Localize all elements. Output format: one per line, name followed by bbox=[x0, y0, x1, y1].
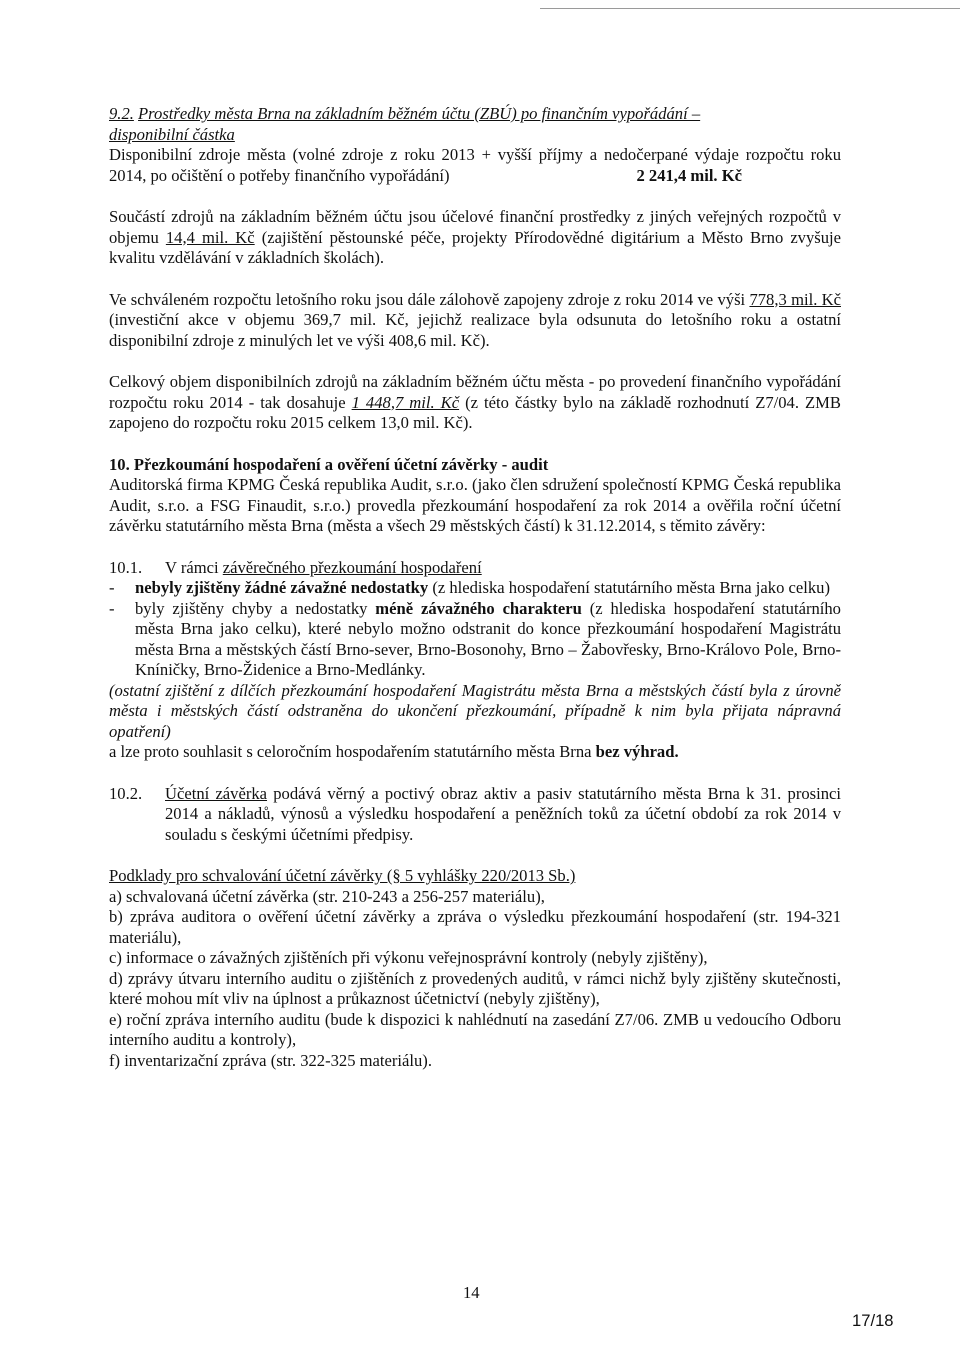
conclusion: a lze proto souhlasit s celoročním hospodařením statutárního města Brna bez výhrad. bbox=[109, 742, 679, 761]
section-9-2-para2: Součástí zdrojů na základním běžném účtu jsou účelové finanční prostředky z jiných veřejných rozpočtů v objemu 14,4 mil. Kč (zajištění pěstounské péče, projekty Přírodovědné digitárium a Město Brno zvyšuje kvalitu vzdělávání v základních školách). bbox=[109, 207, 842, 267]
podklady-item-b: b) zpráva auditora o ověření účetní závěrky a zpráva o výsledku přezkoumání hospodaření (str. 194-321 materiálu), bbox=[109, 907, 841, 947]
section-9-2-para3: Ve schváleném rozpočtu letošního roku jsou dále zálohově zapojeny zdroje z roku 2014 ve výši 778,3 mil. Kč (investiční akce v objemu 369,7 mil. Kč, jejichž realizace byla odsunuta do letošního roku a ostatní disponibilní zdroje z minulých let ve výši 408,6 mil. Kč). bbox=[109, 289, 841, 350]
section-9-2-heading: 9.2. Prostředky města Brna na základním běžném účtu (ZBÚ) po finančním vypořádání – disponibilní částka bbox=[109, 104, 701, 144]
podklady-item-c: c) informace o závažných zjištěních při výkonu veřejnosprávní kontroly (nebyly zjištěny), bbox=[109, 948, 708, 967]
section-9-2-para1: Disponibilní zdroje města (volné zdroje z roku 2013 + vyšší příjmy a nedočerpané výdaje rozpočtu roku 2014, po očištění o potřeby finančního vypořádání) 2 241,4 mil. Kč bbox=[109, 145, 841, 185]
document-body bbox=[109, 104, 841, 1071]
podklady-item-d: d) zprávy útvaru interního auditu o zjištěních z provedených auditů, v rámci nichž byly zjištěny skutečnosti, které mohou mít vliv na úplnost a průkaznost účetnictví (nebyly zjištěny), bbox=[109, 968, 841, 1008]
section-10-1-title: 10.1. V rámci závěrečného přezkoumání hospodaření bbox=[109, 557, 482, 577]
italic-note: (ostatní zjištění z dílčích přezkoumání hospodaření Magistrátu města Brna a městských částí byla z úrovně města i městských částí odstraněna do ukončení přezkoumání, případně k nim byla přijata nápravná opatření) bbox=[109, 680, 841, 741]
podklady-item-a: a) schvalovaná účetní závěrka (str. 210-243 a 256-257 materiálu), bbox=[109, 886, 545, 906]
page-number: 14 bbox=[463, 1283, 480, 1302]
podklady-item-f: f) inventarizační zpráva (str. 322-325 materiálu). bbox=[109, 1050, 432, 1070]
section-10-heading: 10. Přezkoumání hospodaření a ověření účetní závěrky - audit bbox=[109, 454, 549, 474]
finding-bullet-1: - nebyly zjištěny žádné závažné nedostatky (z hlediska hospodaření statutárního města Brna jako celku) bbox=[109, 578, 830, 597]
section-10-2: 10.2. Účetní závěrka podává věrný a poctivý obraz aktiv a pasiv statutárního města Brna k 31. prosinci 2014 a nákladů, výnosů a výsledku hospodaření a peněžních toků za účetní období za rok 2014 v souladu s českými účetními předpisy. bbox=[109, 783, 841, 844]
available-funds-amount: 2 241,4 mil. Kč bbox=[636, 165, 742, 185]
podklady-title: Podklady pro schvalování účetní závěrky (§ 5 vyhlášky 220/2013 Sb.) bbox=[109, 866, 576, 885]
podklady-item-e: e) roční zpráva interního auditu (bude k dispozici k nahlédnutí na zasedání Z7/06. ZMB u vedoucího Odboru interního auditu a kontroly), bbox=[109, 1009, 841, 1049]
section-9-2-para4: Celkový objem disponibilních zdrojů na základním běžném účtu města - po provedení finančního vypořádání rozpočtu roku 2014 - tak dosahuje 1 448,7 mil. Kč (z této částky bylo na základě rozhodnutí Z7/04. ZMB zapojeno do rozpočtu roku 2015 celkem 13,0 mil. Kč). bbox=[109, 372, 841, 432]
top-rule bbox=[540, 8, 960, 9]
finding-bullet-2: - byly zjištěny chyby a nedostatky méně závažného charakteru (z hlediska hospodaření statutárního města Brna jako celku), které nebylo možno odstranit do konce přezkoumání hospodaření Magistrátu města Brna a městských částí Brno-sever, Brno-Bosonohy, Brno – Žabovřesky, Brno-Královo Pole, Brno-Kníničky, Brno-Židenice a Brno-Medlánky. bbox=[109, 598, 841, 679]
page-stamp: 17/18 bbox=[852, 1311, 894, 1330]
section-10-para1: Auditorská firma KPMG Česká republika Audit, s.r.o. (jako člen sdružení společností KPMG Česká republika Audit, s.r.o. a FSG Finaudit, s.r.o.) provedla přezkoumání hospodaření za rok 2014 a ověřila roční účetní závěrku statutárního města Brna (města a všech 29 městských částí) k 31.12.2014, s těmito závěry: bbox=[109, 475, 841, 535]
